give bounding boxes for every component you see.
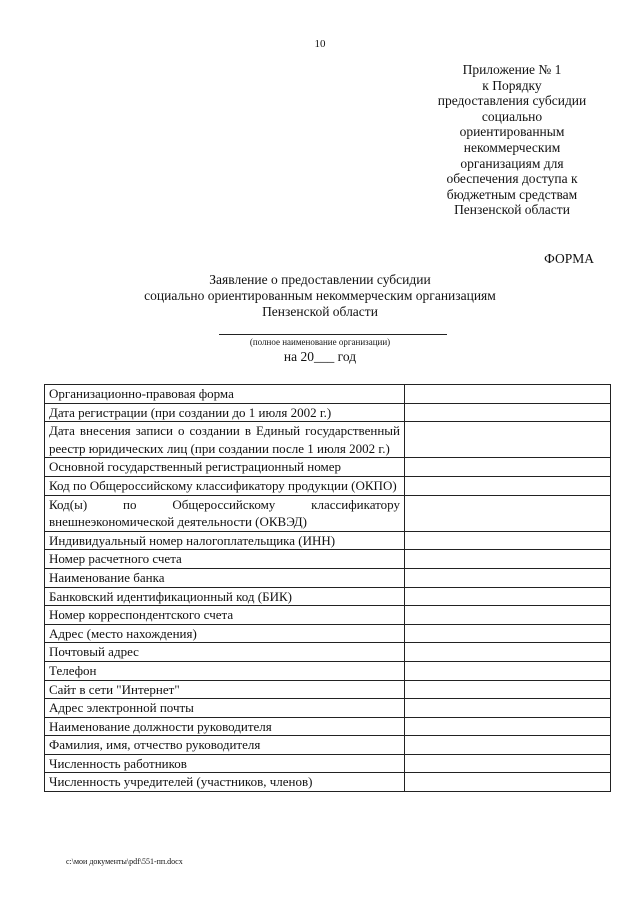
table-row (45, 422, 611, 458)
title-line: Заявление о предоставлении субсидии (209, 272, 431, 287)
field-label: Адрес электронной почты (45, 699, 405, 718)
field-value-cell[interactable] (405, 531, 611, 550)
field-label: Численность работников (45, 754, 405, 773)
table-row (45, 754, 611, 773)
appendix-line: к Порядку (482, 77, 542, 93)
file-path-footer: c:\мои документы\pdf\551-пп.docx (66, 857, 183, 866)
field-label: Код(ы) по Общероссийскому классификатору внешнеэкономической деятельности (ОКВЭД) (45, 495, 405, 531)
organization-info-table (44, 384, 611, 792)
title-line: социально ориентированным некоммерческим организациям (144, 288, 496, 304)
table-row (45, 661, 611, 680)
table-row (45, 568, 611, 587)
field-value-cell[interactable] (405, 495, 611, 531)
field-value-cell[interactable] (405, 385, 611, 404)
table-row (45, 458, 611, 477)
appendix-line: ориентированным (459, 124, 565, 140)
table-row (45, 699, 611, 718)
field-value-cell[interactable] (405, 422, 611, 458)
table-row (45, 587, 611, 606)
organization-name-line (219, 334, 447, 335)
table-row (45, 717, 611, 736)
table-row (45, 624, 611, 643)
table-row (45, 531, 611, 550)
field-value-cell[interactable] (405, 403, 611, 422)
field-value-cell[interactable] (405, 606, 611, 625)
appendix-line: обеспечения доступа к (446, 171, 578, 187)
appendix-block (412, 62, 612, 218)
table-row (45, 495, 611, 531)
document-title (0, 272, 640, 321)
field-label: Наименование банка (45, 568, 405, 587)
field-label: Банковский идентификационный код (БИК) (45, 587, 405, 606)
table-row (45, 773, 611, 792)
field-value-cell[interactable] (405, 550, 611, 569)
year-line: на 20___ год (283, 349, 357, 364)
appendix-line: некоммерческим (463, 139, 561, 155)
title-line: Пензенской области (262, 304, 378, 320)
field-label: Организационно-правовая форма (45, 385, 405, 404)
appendix-line: социально (481, 108, 543, 124)
field-label: Номер корреспондентского счета (45, 606, 405, 625)
field-value-cell[interactable] (405, 643, 611, 662)
appendix-line: Приложение № 1 (462, 62, 562, 77)
field-value-cell[interactable] (405, 458, 611, 477)
field-label: Индивидуальный номер налогоплательщика (ИНН) (45, 531, 405, 550)
field-value-cell[interactable] (405, 476, 611, 495)
appendix-line: Пензенской области (454, 202, 570, 218)
organization-name-caption: (полное наименование организации) (249, 337, 391, 347)
field-label: Численность учредителей (участников, членов) (45, 773, 405, 792)
table-row (45, 403, 611, 422)
field-value-cell[interactable] (405, 624, 611, 643)
field-label: Телефон (45, 661, 405, 680)
table-row (45, 643, 611, 662)
page-number: 10 (314, 38, 326, 50)
table-row (45, 476, 611, 495)
field-value-cell[interactable] (405, 568, 611, 587)
field-value-cell[interactable] (405, 699, 611, 718)
field-label: Адрес (место нахождения) (45, 624, 405, 643)
appendix-line: организациям для (460, 155, 564, 171)
field-label: Номер расчетного счета (45, 550, 405, 569)
field-value-cell[interactable] (405, 587, 611, 606)
table-row (45, 606, 611, 625)
field-label: Почтовый адрес (45, 643, 405, 662)
appendix-line: предоставления субсидии (437, 93, 587, 109)
table-row (45, 736, 611, 755)
field-label: Наименование должности руководителя (45, 717, 405, 736)
field-label: Основной государственный регистрационный номер (45, 458, 405, 477)
field-label: Код по Общероссийскому классификатору продукции (ОКПО) (45, 476, 405, 495)
field-value-cell[interactable] (405, 773, 611, 792)
form-label: ФОРМА (544, 251, 594, 266)
table-row (45, 680, 611, 699)
field-value-cell[interactable] (405, 717, 611, 736)
table-row (45, 550, 611, 569)
field-label: Сайт в сети "Интернет" (45, 680, 405, 699)
appendix-line: бюджетным средствам (446, 186, 578, 202)
field-label: Дата внесения записи о создании в Единый государственный реестр юридических лиц (при создании после 1 июля 2002 г.) (45, 422, 405, 458)
field-value-cell[interactable] (405, 680, 611, 699)
table-row (45, 385, 611, 404)
field-value-cell[interactable] (405, 754, 611, 773)
field-label: Дата регистрации (при создании до 1 июля 2002 г.) (45, 403, 405, 422)
field-label: Фамилия, имя, отчество руководителя (45, 736, 405, 755)
field-value-cell[interactable] (405, 736, 611, 755)
field-value-cell[interactable] (405, 661, 611, 680)
